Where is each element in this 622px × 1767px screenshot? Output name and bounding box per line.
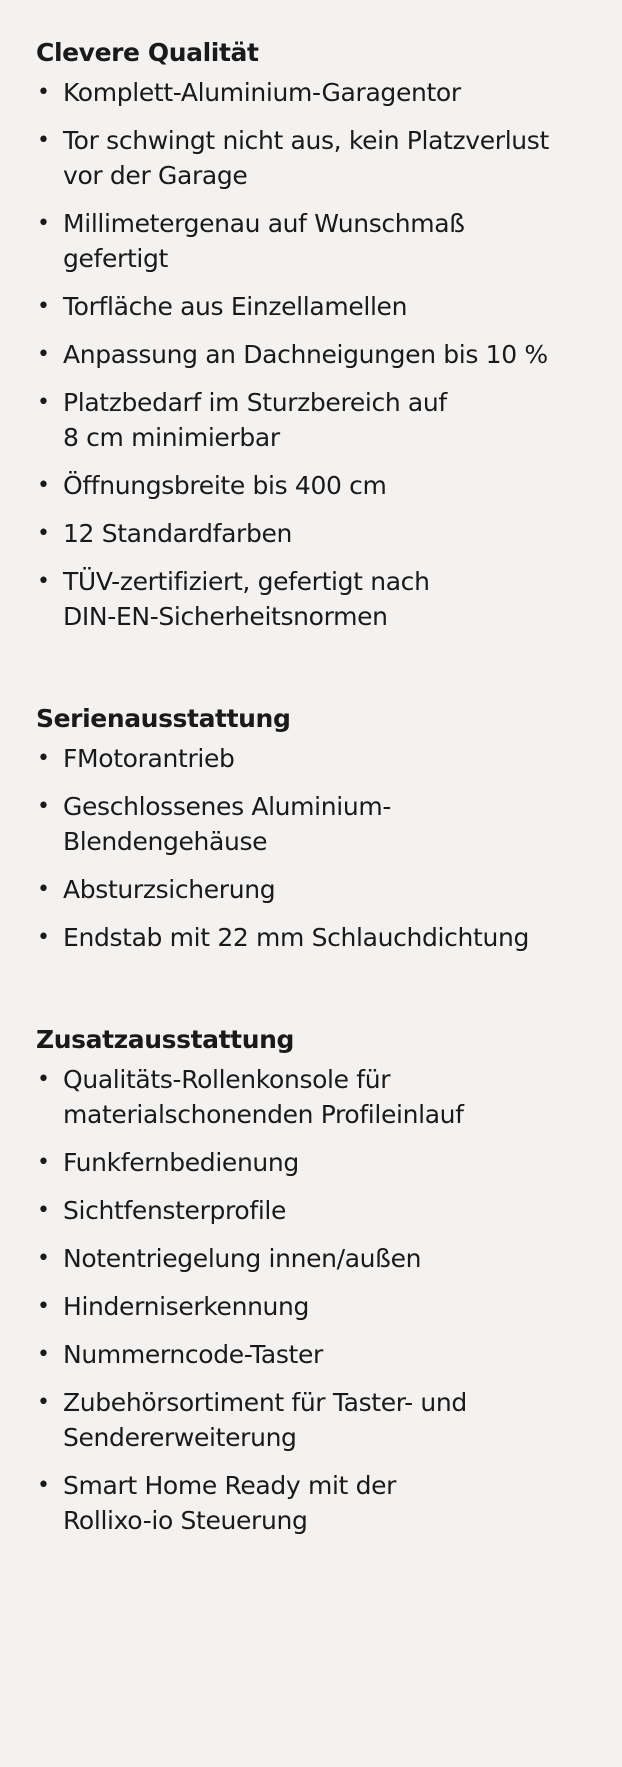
feature-list bbox=[36, 741, 598, 955]
list-item: • Anpassung an Dachneigungen bis 10 % bbox=[36, 337, 598, 372]
bullet-icon: • bbox=[37, 521, 50, 546]
list-item: • Öffnungsbreite bis 400 cm bbox=[36, 468, 598, 503]
bullet-icon: • bbox=[37, 473, 50, 498]
feature-list bbox=[36, 75, 598, 634]
list-item: • Sichtfensterprofile bbox=[36, 1193, 598, 1228]
bullet-icon: • bbox=[37, 925, 50, 950]
list-item: • Absturzsicherung bbox=[36, 872, 598, 907]
list-item: • 12 Standardfarben bbox=[36, 516, 598, 551]
bullet-icon: • bbox=[37, 211, 50, 236]
list-item: • Tor schwingt nicht aus, kein Platzverlust vor der Garage bbox=[36, 123, 598, 193]
list-item: • Smart Home Ready mit der Rollixo-io Steuerung bbox=[36, 1468, 598, 1538]
list-item: • Endstab mit 22 mm Schlauchdichtung bbox=[36, 920, 598, 955]
list-item: • Geschlossenes Aluminium- Blendengehäuse bbox=[36, 789, 598, 859]
section-heading: Clevere Qualität bbox=[36, 38, 259, 67]
bullet-icon: • bbox=[37, 342, 50, 367]
bullet-icon: • bbox=[37, 294, 50, 319]
bullet-icon: • bbox=[37, 80, 50, 105]
feature-list bbox=[36, 1062, 598, 1538]
bullet-icon: • bbox=[37, 877, 50, 902]
list-item: • TÜV-zertifiziert, gefertigt nach DIN-EN-Sicherheitsnormen bbox=[36, 564, 598, 634]
list-item: • Nummerncode-Taster bbox=[36, 1337, 598, 1372]
section-heading: Zusatzausstattung bbox=[36, 1025, 295, 1054]
bullet-icon: • bbox=[37, 128, 50, 153]
list-item: • Platzbedarf im Sturzbereich auf 8 cm minimierbar bbox=[36, 385, 598, 455]
list-item: • Funkfernbedienung bbox=[36, 1145, 598, 1180]
section-heading: Serienausstattung bbox=[36, 704, 291, 733]
section-serienausstattung bbox=[36, 700, 598, 955]
list-item: • Notentriegelung innen/außen bbox=[36, 1241, 598, 1276]
bullet-icon: • bbox=[37, 1473, 50, 1498]
list-item: • Torfläche aus Einzellamellen bbox=[36, 289, 598, 324]
bullet-icon: • bbox=[37, 1294, 50, 1319]
bullet-icon: • bbox=[37, 1246, 50, 1271]
bullet-icon: • bbox=[37, 1150, 50, 1175]
list-item: • Millimetergenau auf Wunschmaß gefertigt bbox=[36, 206, 598, 276]
list-item: • Zubehörsortiment für Taster- und Sendererweiterung bbox=[36, 1385, 598, 1455]
section-clevere-qualitaet bbox=[36, 34, 598, 634]
bullet-icon: • bbox=[37, 1198, 50, 1223]
bullet-icon: • bbox=[37, 794, 50, 819]
list-item: • Komplett-Aluminium-Garagentor bbox=[36, 75, 598, 110]
list-item: • Qualitäts-Rollenkonsole für materialschonenden Profileinlauf bbox=[36, 1062, 598, 1132]
bullet-icon: • bbox=[37, 1342, 50, 1367]
list-item: • Hinderniserkennung bbox=[36, 1289, 598, 1324]
list-item: • FMotorantrieb bbox=[36, 741, 598, 776]
bullet-icon: • bbox=[37, 390, 50, 415]
bullet-icon: • bbox=[37, 1067, 50, 1092]
bullet-icon: • bbox=[37, 746, 50, 771]
section-zusatzausstattung bbox=[36, 1021, 598, 1538]
bullet-icon: • bbox=[37, 1390, 50, 1415]
bullet-icon: • bbox=[37, 569, 50, 594]
